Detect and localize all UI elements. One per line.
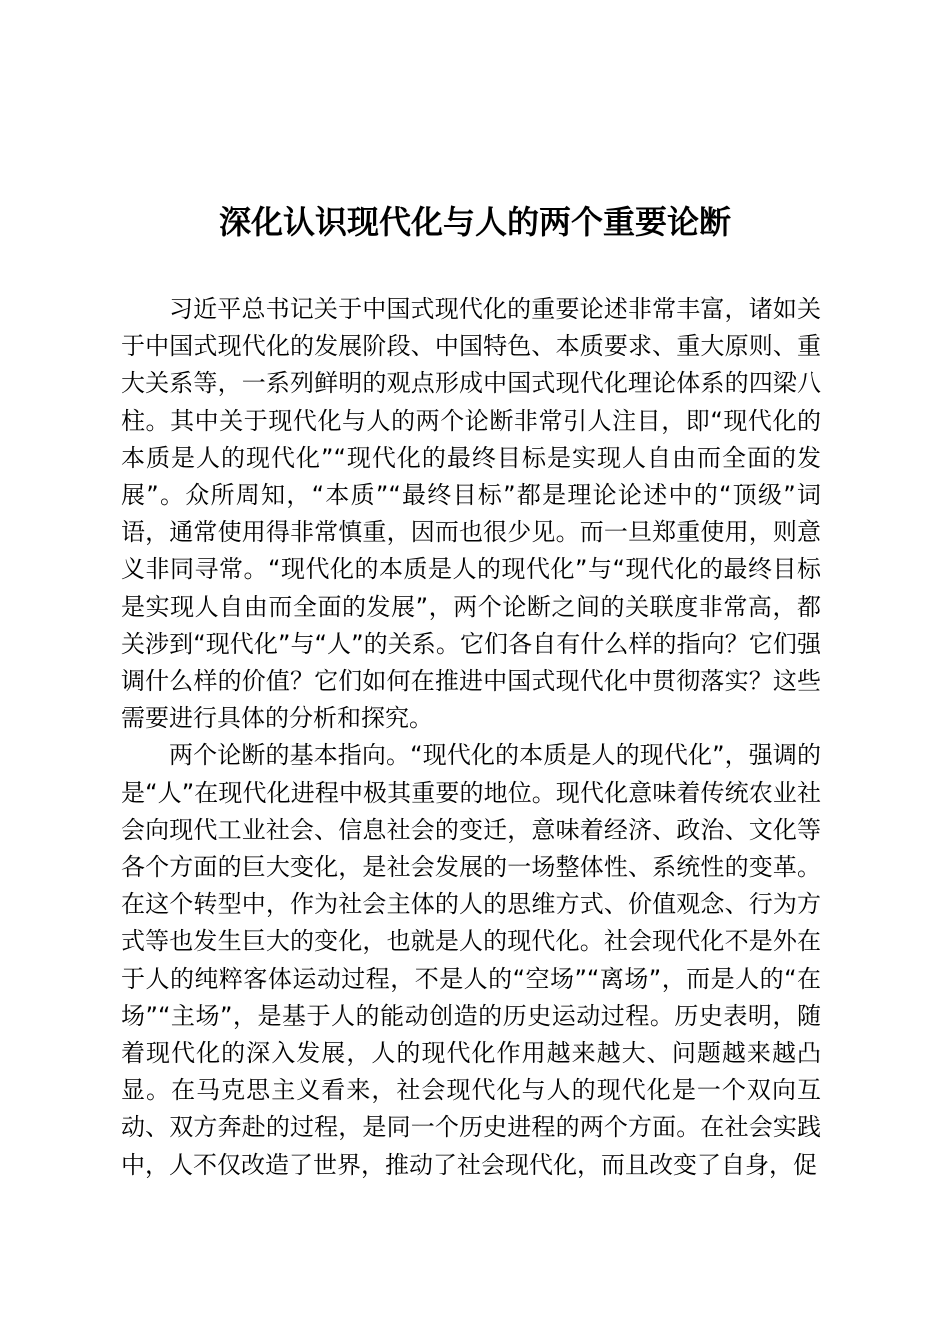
document-title: 深化认识现代化与人的两个重要论断 bbox=[218, 203, 731, 241]
paragraph-intro: 习近平总书记关于中国式现代化的重要论述非常丰富，诸如关于中国式现代化的发展阶段、中国特色、本质要求、重大原则、重大关系等，一系列鲜明的观点形成中国式现代化理论体系的四梁八柱。其中关于现代化与人的两个论断非常引人注目，即“现代化的本质是人的现代化”“现代化的最终目标是实现人自由而全面的发展”。众所周知，“本质”“最终目标”都是理论论述中的“顶级”词语，通常使用得非常慎重，因而也很少见。而一旦郑重使用，则意义非同寻常。“现代化的本质是人的现代化”与“现代化的最终目标是实现人自由而全面的发展”，两个论断之间的关联度非常高，都关涉到“现代化”与“人”的关系。它们各自有什么样的指向？它们强调什么样的价值？它们如何在推进中国式现代化中贯彻落实？这些需要进行具体的分析和探究。 bbox=[121, 295, 821, 733]
document-body bbox=[121, 291, 821, 1184]
paragraph-basic-orientation: 两个论断的基本指向。“现代化的本质是人的现代化”，强调的是“人”在现代化进程中极其重要的地位。现代化意味着传统农业社会向现代工业社会、信息社会的变迁，意味着经济、政治、文化等各个方面的巨大变化，是社会发展的一场整体性、系统性的变革。在这个转型中，作为社会主体的人的思维方式、价值观念、行为方式等也发生巨大的变化，也就是人的现代化。社会现代化不是外在于人的纯粹客体运动过程，不是人的“空场”“离场”，而是人的“在场”“主场”，是基于人的能动创造的历史运动过程。历史表明，随着现代化的深入发展，人的现代化作用越来越大、问题越来越凸显。在马克思主义看来，社会现代化与人的现代化是一个双向互动、双方奔赴的过程，是同一个历史进程的两个方面。在社会实践中，人不仅改造了世界，推动了社会现代化，而且改变了自身，促 bbox=[121, 741, 821, 1179]
